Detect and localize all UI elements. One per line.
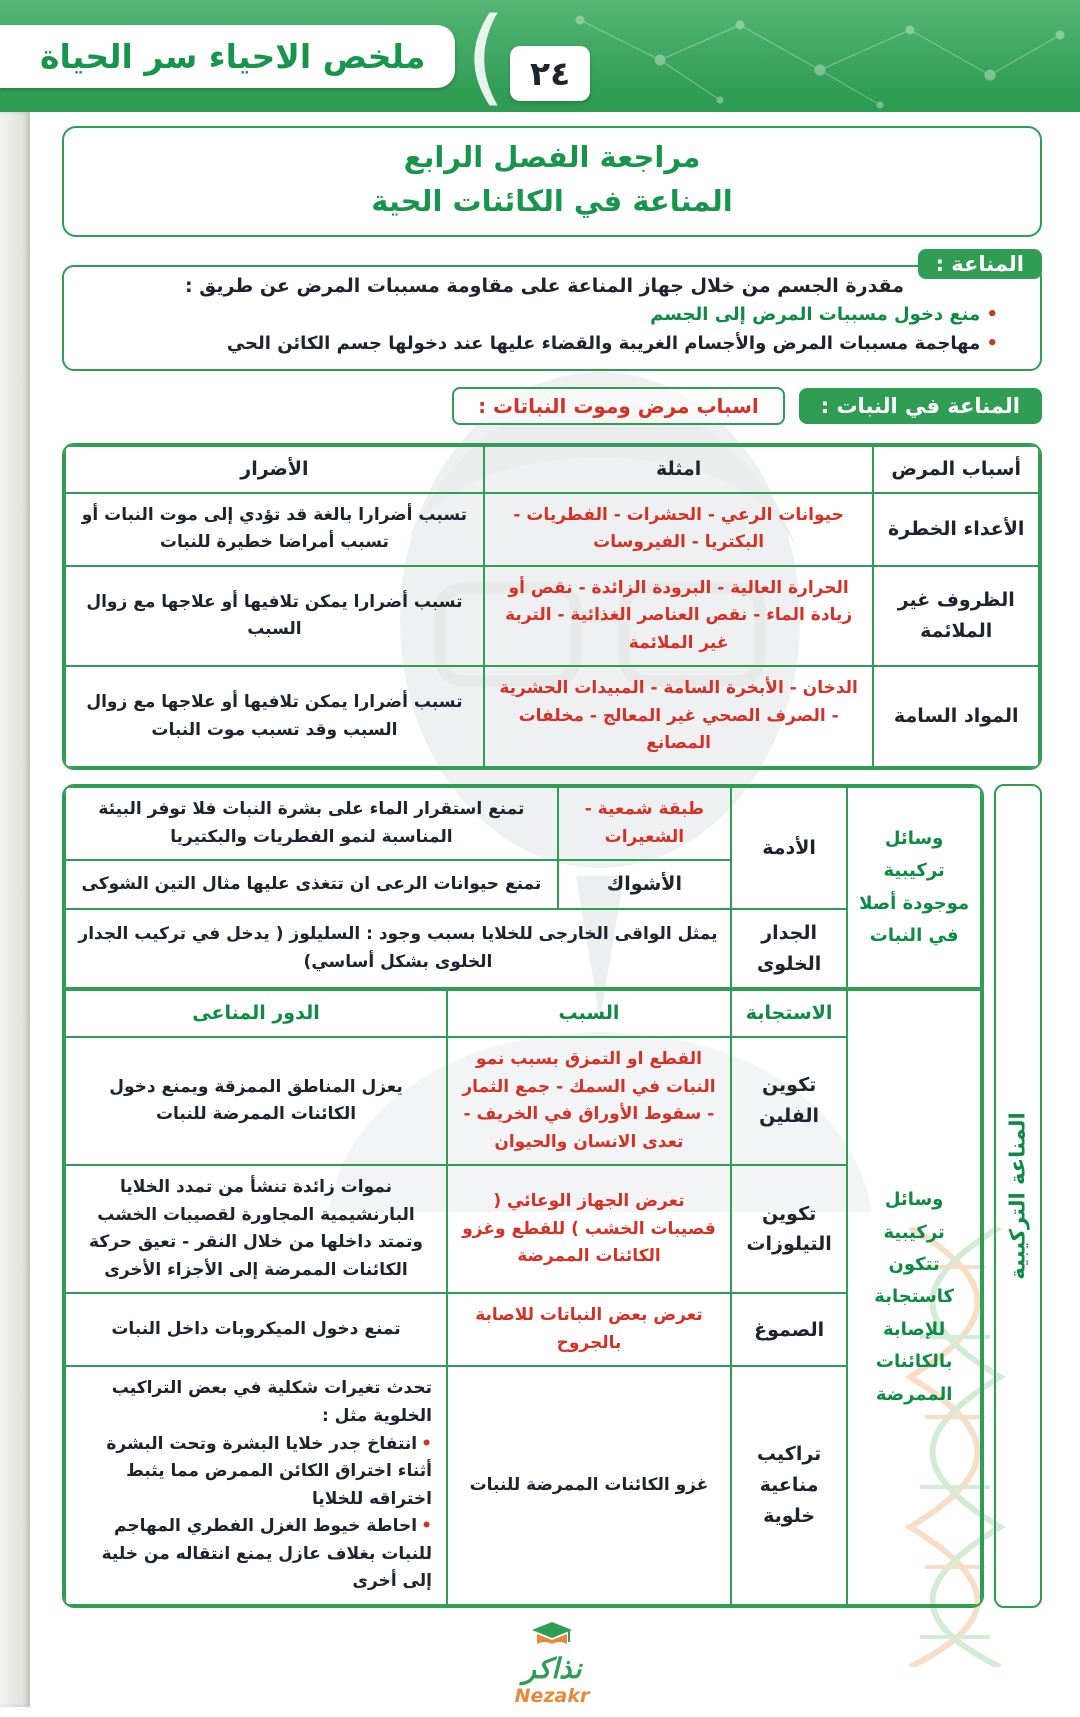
series-title: ملخص الاحياء سر الحياة [0, 25, 455, 88]
column-header-response: الاستجابة [731, 990, 847, 1037]
dermis-name-cell: الأدمة [731, 787, 847, 909]
page-content [0, 112, 1080, 1707]
role-intro-text: تحدث تغيرات شكلية في بعض التراكيب الخلوية مثل : [111, 1378, 432, 1426]
plant-immunity-heading-row [62, 387, 1042, 425]
disease-causes-table [62, 443, 1042, 770]
table-header-row [65, 990, 981, 1037]
existing-means-side-label: وسائل تركيبية موجودة أصلا في النبات [847, 787, 981, 988]
nezakr-logo-icon [529, 1620, 575, 1650]
examples-cell: حيوانات الرعي - الحشرات - الفطريات - البكتريا - الفيروسات [484, 493, 874, 566]
response-structural-means-table [64, 989, 982, 1605]
plant-immunity-label: المناعة في النبات : [799, 388, 1042, 424]
column-header-examples: امثلة [484, 446, 874, 493]
immunity-label: المناعة : [918, 249, 1042, 279]
table-row [65, 1366, 981, 1604]
existing-structural-means-table [64, 786, 982, 989]
table-row [65, 566, 1039, 667]
immunity-definition-text: مقدرة الجسم من خلال جهاز المناعة على مقاومة مسببات المرض عن طريق : [185, 275, 904, 297]
structural-immunity-vertical-label: المناعة التركيبية [994, 784, 1042, 1608]
role-cell: يمثل الواقى الخارجى للخلايا بسبب وجود : السليلوز ( يدخل في تركيب الجدار الخلوى بشكل أساسي) [65, 909, 731, 989]
chapter-subject-title: المناعة في الكائنات الحية [371, 183, 733, 218]
parenthesis-decoration: ( [465, 0, 506, 117]
immune-role-cell: نموات زائدة تنشأ من تمدد الخلايا البارنشيمية المجاورة لقصيبات الخشب وتمتد داخلها من خلال النقر - تعيق حركة الكائنات الممرضة إلى الأجزاء الأخرى [65, 1165, 447, 1293]
means-cell: الأشواك [558, 860, 731, 909]
immune-role-cell [65, 1366, 447, 1604]
table-row [65, 666, 1039, 767]
damage-cell: تسبب أضرارا يمكن تلافيها أو علاجها مع زوال السبب [65, 566, 484, 667]
watermark-arabic-name: نذاكر [522, 1651, 582, 1685]
cause-name-cell: الظروف غير الملائمة [873, 566, 1039, 667]
response-means-side-label: وسائل تركيبية تتكون كاستجابة للإصابة بالكائنات الممرضة [847, 990, 981, 1604]
examples-cell: الحرارة العالية - البرودة الزائدة - نقص أو زيادة الماء - نقص العناصر الغذائية - التربة غير الملائمة [484, 566, 874, 667]
structural-immunity-tables [62, 784, 984, 1608]
table-row [65, 1037, 981, 1165]
table-row [65, 787, 981, 860]
cause-cell: غزو الكائنات الممرضة للنبات [447, 1366, 731, 1604]
immune-role-cell: يعزل المناطق الممزقة ويمنع دخول الكائنات الممرضة للنبات [65, 1037, 447, 1165]
damage-cell: تسبب أضرارا يمكن تلافيها أو علاجها مع زوال السبب وقد تسبب موت النبات [65, 666, 484, 767]
cell-wall-name-cell: الجدار الخلوى [731, 909, 847, 989]
page-number: ٢٤ [510, 46, 590, 101]
column-header-immune-role: الدور المناعى [65, 990, 447, 1037]
table-row [65, 909, 981, 989]
column-header-damage: الأضرار [65, 446, 484, 493]
role-cell: تمنع حيوانات الرعى ان تتغذى عليها مثال التين الشوكى [65, 860, 558, 909]
role-cell: تمنع استقرار الماء على بشرة النبات فلا توفر البيئة المناسبة لنمو الفطريات والبكتيريا [65, 787, 558, 860]
publisher-watermark [62, 1620, 1042, 1707]
immunity-definition-section [62, 253, 1042, 371]
chapter-title-box [62, 126, 1042, 237]
column-header-cause: أسباب المرض [873, 446, 1039, 493]
means-cell: طبقة شمعية - الشعيرات [558, 787, 731, 860]
immune-role-cell: تمنع دخول الميكروبات داخل النبات [65, 1293, 447, 1366]
page-header-banner [0, 0, 1080, 117]
examples-cell: الدخان - الأبخرة السامة - المبيدات الحشرية - الصرف الصحي غير المعالج - مخلفات المصانع [484, 666, 874, 767]
table-header-row [65, 446, 1039, 493]
cause-cell: تعرض الجهاز الوعائي ( قصيبات الخشب ) للقطع وغزو الكائنات الممرضة [447, 1165, 731, 1293]
cause-name-cell: الأعداء الخطرة [873, 493, 1039, 566]
definition-bullet: • منع دخول مسببات المرض إلى الجسم [78, 301, 998, 328]
immunity-definition-box [62, 265, 1042, 371]
damage-cell: تسبب أضرارا بالغة قد تؤدي إلى موت النبات أو تسبب أمراضا خطيرة للنبات [65, 493, 484, 566]
role-bullet: • احاطة خيوط الغزل الفطري المهاجم للنبات بغلاف عازل يمنع انتقاله من خلية إلى أخرى [76, 1513, 432, 1596]
table-row [65, 493, 1039, 566]
watermark-latin-name: Nezakr [514, 1684, 590, 1707]
cause-name-cell: المواد السامة [873, 666, 1039, 767]
cause-cell: تعرض بعض النباتات للاصابة بالجروح [447, 1293, 731, 1366]
response-name-cell: تراكيب مناعية خلوية [731, 1366, 847, 1604]
definition-bullet: • مهاجمة مسببات المرض والأجسام الغريبة والقضاء عليها عند دخولها جسم الكائن الحي [78, 330, 998, 357]
role-bullet: • انتفاخ جدر خلايا البشرة وتحت البشرة أثناء اختراق الكائن الممرض مما يثبط اختراقه للخلايا [76, 1431, 432, 1514]
response-name-cell: تكوين التيلوزات [731, 1165, 847, 1293]
plant-disease-causes-subtitle: اسباب مرض وموت النباتات : [452, 387, 785, 425]
structural-immunity-section [62, 784, 1042, 1608]
column-header-cause: السبب [447, 990, 731, 1037]
network-pattern-decoration [520, 0, 1080, 112]
cause-cell: القطع او التمزق بسبب نمو النبات في السمك - جمع الثمار - سقوط الأوراق في الخريف - تعدى الانسان والحيوان [447, 1037, 731, 1165]
response-name-cell: تكوين الفلين [731, 1037, 847, 1165]
table-row [65, 1165, 981, 1293]
scan-edge-strip [0, 112, 30, 1707]
table-row [65, 1293, 981, 1366]
response-name-cell: الصموغ [731, 1293, 847, 1366]
chapter-review-title: مراجعة الفصل الرابع [403, 140, 701, 174]
